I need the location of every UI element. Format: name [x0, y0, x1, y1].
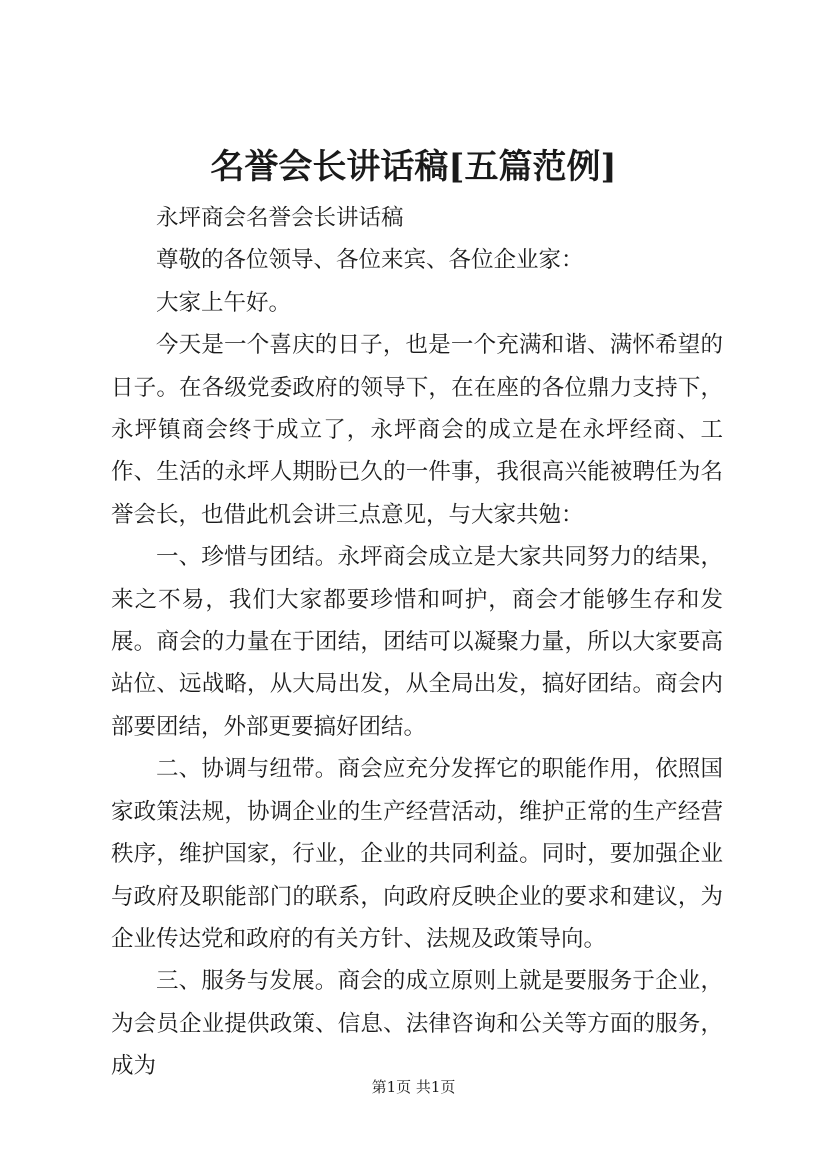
document-title: 名誉会长讲话稿[五篇范例]: [210, 147, 617, 187]
paragraph-point-three: 三、服务与发展。商会的成立原则上就是要服务于企业，为会员企业提供政策、信息、法律咨询和公关等方面的服务，成为: [111, 968, 723, 1080]
document-body: [111, 197, 723, 1088]
paragraph-intro: 今天是一个喜庆的日子，也是一个充满和谐、满怀希望的日子。在各级党委政府的领导下，在在座的各位鼎力支持下，永坪镇商会终于成立了，永坪商会的成立是在永坪经商、工作、生活的永坪人期盼已久的一件事，我很高兴能被聘任为名誉会长，也借此机会讲三点意见，与大家共勉：: [111, 332, 723, 528]
page-footer: 第1页 共1页: [371, 1078, 456, 1096]
paragraph-point-one: 一、珍惜与团结。永坪商会成立是大家共同努力的结果，来之不易，我们大家都要珍惜和呵护，商会才能够生存和发展。商会的力量在于团结，团结可以凝聚力量，所以大家要高站位、远战略，从大局出发，从全局出发，搞好团结。商会内部要团结，外部更要搞好团结。: [111, 544, 723, 740]
paragraph-greeting: 大家上午好。: [156, 289, 292, 316]
paragraph-subtitle: 永坪商会名誉会长讲话稿: [156, 205, 404, 231]
paragraph-point-two: 二、协调与纽带。商会应充分发挥它的职能作用，依照国家政策法规，协调企业的生产经营活动，维护正常的生产经营秩序，维护国家，行业，企业的共同利益。同时，要加强企业与政府及职能部门的联系，向政府反映企业的要求和建议，为企业传达党和政府的有关方针、法规及政策导向。: [111, 756, 723, 952]
paragraph-salutation: 尊敬的各位领导、各位来宾、各位企业家：: [156, 247, 584, 274]
